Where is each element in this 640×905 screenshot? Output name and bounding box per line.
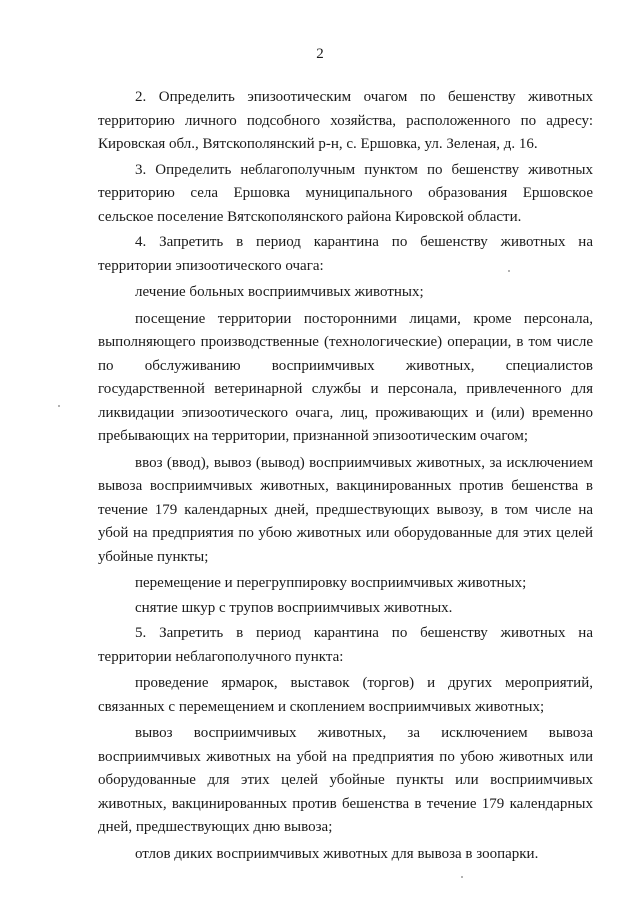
scan-speck	[58, 405, 60, 407]
scan-speck	[508, 270, 510, 272]
paragraph-removal-ban: вывоз восприимчивых животных, за исключением вывоза восприимчивых животных на убой на предприятия по убою животных или оборудованные для этих целей убойные пункты или восприимчивых животных, вакцинированных против бешенства в течение 179 календарных дней, предшествующих дню вывоза;	[98, 725, 593, 835]
paragraph-regrouping-ban: перемещение и перегруппировку восприимчивых животных;	[135, 575, 527, 591]
scan-speck	[461, 876, 463, 878]
paragraph-item-5: 5. Запретить в период карантина по бешенству животных на территории неблагополучного пункта:	[98, 625, 593, 665]
paragraph-visit-ban: посещение территории посторонними лицами, кроме персонала, выполняющего производственные (технологические) операции, в том числе по обслуживанию восприимчивых животных, специалистов государственной ветеринарной службы и персонала, привлеченного для ликвидации эпизоотического очага, лиц, проживающих и (или) временно пребывающих на территории, признанной эпизоотическим очагом;	[98, 310, 593, 444]
paragraph-treatment-ban: лечение больных восприимчивых животных;	[135, 284, 424, 300]
paragraph-skinning-ban: снятие шкур с трупов восприимчивых животных.	[135, 599, 453, 616]
paragraph-item-2: 2. Определить эпизоотическим очагом по бешенству животных территорию личного подсобного хозяйства, расположенного по адресу: Кировская обл., Вятскополянский р-н, с. Ершовка, ул. Зеленая, д. 16.	[98, 89, 593, 152]
paragraph-wild-capture-ban: отлов диких восприимчивых животных для вывоза в зоопарки.	[135, 845, 539, 862]
paragraph-import-export-ban: ввоз (ввод), вывоз (вывод) восприимчивых животных, за исключением вывоза восприимчивых животных, вакцинированных против бешенства в течение 179 календарных дней, предшествующих вывозу, в том числе на убой на предприятия по убою животных или оборудованные для этих целей убойные пункты;	[98, 454, 593, 565]
paragraph-item-3: 3. Определить неблагополучным пунктом по бешенству животных территорию села Ершовка муниципального образования Ершовское сельское поселение Вятскополянского района Кировской области.	[98, 161, 593, 225]
paragraph-item-4: 4. Запретить в период карантина по бешенству животных на территории эпизоотического очага:	[98, 234, 593, 274]
paragraph-fairs-ban: проведение ярмарок, выставок (торгов) и других мероприятий, связанных с перемещением и скоплением восприимчивых животных;	[98, 675, 593, 715]
document-body	[98, 86, 593, 866]
page-number: 2	[316, 46, 324, 62]
